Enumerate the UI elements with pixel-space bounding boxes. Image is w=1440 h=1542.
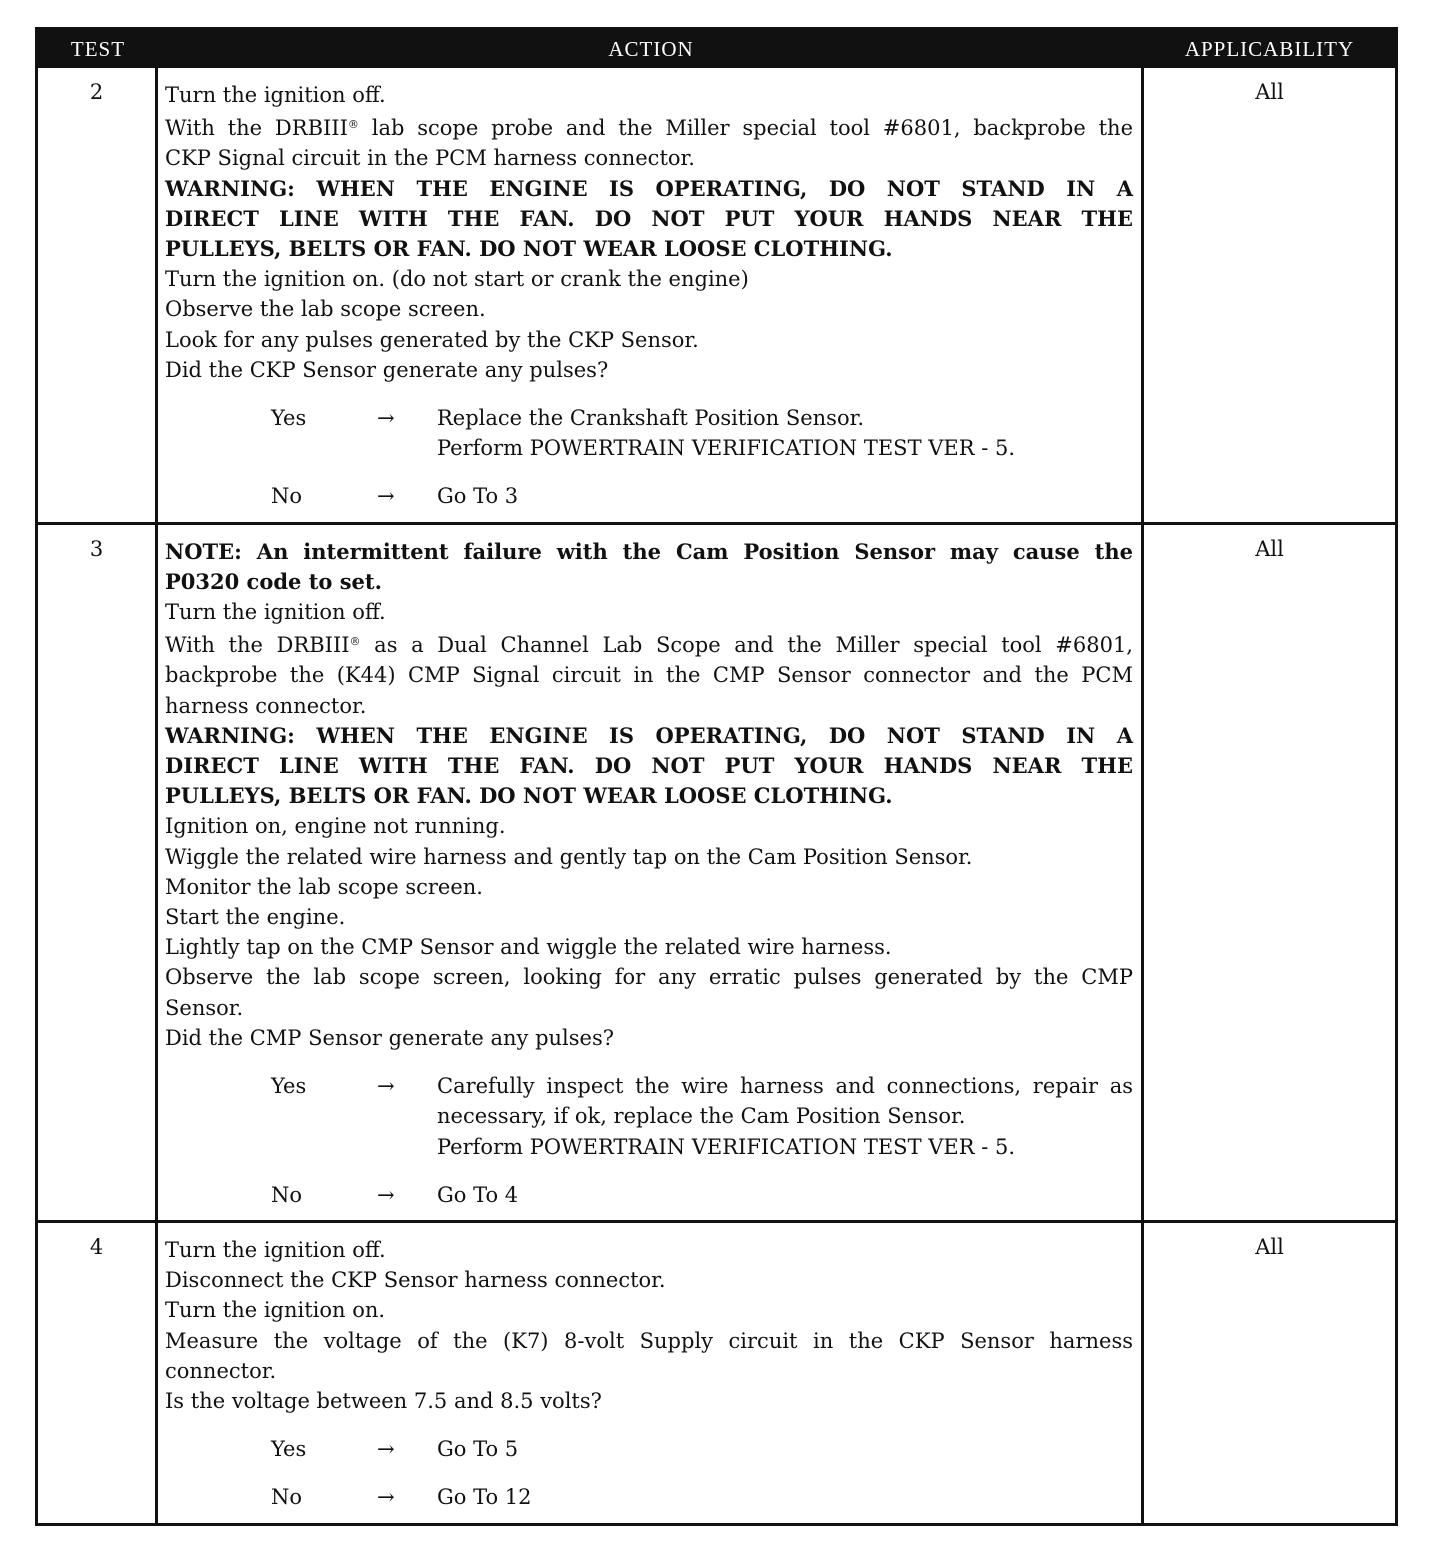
answer-yes <box>165 1071 1133 1162</box>
answer-result <box>437 481 1133 511</box>
answer-result <box>437 1482 1133 1512</box>
arrow-icon: → <box>377 1074 395 1099</box>
answer-result <box>437 1071 1133 1162</box>
warning-text: DIRECT LINE WITH THE FAN. DO NOT PUT YOUR HANDS NEAR THE <box>165 205 1133 231</box>
answer-list <box>165 1434 1133 1512</box>
warning-text: PULLEYS, BELTS OR FAN. DO NOT WEAR LOOSE CLOTHING. <box>165 783 893 809</box>
instruction-line: connector. <box>165 1358 277 1383</box>
warning-text: WARNING: WHEN THE ENGINE IS OPERATING, DO NOT STAND IN A <box>165 175 1133 201</box>
answer-no <box>165 1482 1133 1512</box>
result-line: Go To 12 <box>437 1485 532 1510</box>
arrow-icon: → <box>377 406 395 431</box>
applicability-value: All <box>1255 536 1284 561</box>
answer-label: No <box>271 1485 303 1510</box>
warning-text: NOTE: An intermittent failure with the Cam Position Sensor may cause the <box>165 538 1133 564</box>
table-row <box>38 68 1395 522</box>
instruction-line: Observe the lab scope screen, looking for any erratic pulses generated by the CMP <box>165 965 1133 990</box>
answer-yes <box>165 403 1133 463</box>
instruction-line: Turn the ignition on. <box>165 1298 386 1323</box>
diagnostic-test-table <box>35 27 1398 1526</box>
action-cell <box>158 1223 1144 1523</box>
arrow-icon: → <box>377 1437 395 1462</box>
instruction-line: Turn the ignition on. (do not start or crank the engine) <box>165 267 749 292</box>
instruction-line: harness connector. <box>165 693 367 718</box>
instruction-line: Is the voltage between 7.5 and 8.5 volts? <box>165 1388 602 1413</box>
instruction-line: Look for any pulses generated by the CKP Sensor. <box>165 327 699 352</box>
instruction-line: Sensor. <box>165 995 244 1020</box>
instruction-line: CKP Signal circuit in the PCM harness connector. <box>165 146 695 171</box>
answer-list <box>165 1071 1133 1210</box>
action-cell <box>158 68 1144 522</box>
instruction-line: Turn the ignition off. <box>165 1237 386 1262</box>
instruction-line: Disconnect the CKP Sensor harness connector. <box>165 1268 666 1293</box>
result-line: Carefully inspect the wire harness and connections, repair as <box>437 1074 1133 1099</box>
table-body <box>38 68 1395 1523</box>
instruction-line: Measure the voltage of the (K7) 8-volt Supply circuit in the CKP Sensor harness <box>165 1328 1133 1353</box>
instruction-line: backprobe the (K44) CMP Signal circuit in the CMP Sensor connector and the PCM <box>165 663 1133 688</box>
instruction-line: Ignition on, engine not running. <box>165 814 506 839</box>
warning-text: P0320 code to set. <box>165 568 382 594</box>
answer-label: No <box>271 484 303 509</box>
answer-list <box>165 403 1133 512</box>
instruction-line: Turn the ignition off. <box>165 83 386 107</box>
instruction-line: Lightly tap on the CMP Sensor and wiggle the related wire harness. <box>165 935 892 960</box>
header-applicability: APPLICABILITY <box>1184 36 1355 61</box>
answer-label: Yes <box>271 406 307 431</box>
result-line: Go To 3 <box>437 484 519 509</box>
instruction-line: With the DRBIII® lab scope probe and the Miller special tool #6801, backprobe the <box>165 116 1133 141</box>
instruction-line: Monitor the lab scope screen. <box>165 874 483 899</box>
instruction-line: With the DRBIII® as a Dual Channel Lab Scope and the Miller special tool #6801, <box>165 633 1133 658</box>
arrow-icon: → <box>377 1182 395 1207</box>
result-line: Go To 5 <box>437 1437 519 1462</box>
table-row <box>38 1220 1395 1523</box>
answer-label: Yes <box>271 1074 307 1099</box>
answer-label: Yes <box>271 1437 307 1462</box>
answer-label: No <box>271 1182 303 1207</box>
warning-text: PULLEYS, BELTS OR FAN. DO NOT WEAR LOOSE CLOTHING. <box>165 236 893 262</box>
answer-no <box>165 481 1133 511</box>
warning-text: WARNING: WHEN THE ENGINE IS OPERATING, DO NOT STAND IN A <box>165 722 1133 748</box>
result-line: necessary, if ok, replace the Cam Position Sensor. <box>437 1104 966 1129</box>
result-line: Go To 4 <box>437 1182 519 1207</box>
answer-no <box>165 1180 1133 1210</box>
answer-result <box>437 403 1133 463</box>
applicability-value: All <box>1255 1234 1284 1259</box>
instruction-line: Turn the ignition off. <box>165 600 386 625</box>
header-test: TEST <box>70 36 126 61</box>
applicability-value: All <box>1255 80 1284 104</box>
test-number: 2 <box>38 68 158 522</box>
instruction-line: Wiggle the related wire harness and gently tap on the Cam Position Sensor. <box>165 844 973 869</box>
result-line: Perform POWERTRAIN VERIFICATION TEST VER - 5. <box>437 1134 1016 1159</box>
table-row <box>38 522 1395 1220</box>
table-header <box>38 30 1395 68</box>
answer-result <box>437 1434 1133 1464</box>
test-number: 4 <box>38 1223 158 1523</box>
warning-text: DIRECT LINE WITH THE FAN. DO NOT PUT YOUR HANDS NEAR THE <box>165 753 1133 779</box>
instruction-line: Observe the lab scope screen. <box>165 297 486 322</box>
instruction-line: Did the CMP Sensor generate any pulses? <box>165 1025 615 1050</box>
test-number: 3 <box>38 525 158 1220</box>
arrow-icon: → <box>377 1485 395 1510</box>
answer-result <box>437 1180 1133 1210</box>
header-action: ACTION <box>608 36 694 61</box>
instruction-line: Start the engine. <box>165 905 346 930</box>
result-line: Perform POWERTRAIN VERIFICATION TEST VER - 5. <box>437 436 1016 461</box>
arrow-icon: → <box>377 484 395 509</box>
instruction-line: Did the CKP Sensor generate any pulses? <box>165 357 609 382</box>
result-line: Replace the Crankshaft Position Sensor. <box>437 406 865 431</box>
answer-yes <box>165 1434 1133 1464</box>
action-cell <box>158 525 1144 1220</box>
